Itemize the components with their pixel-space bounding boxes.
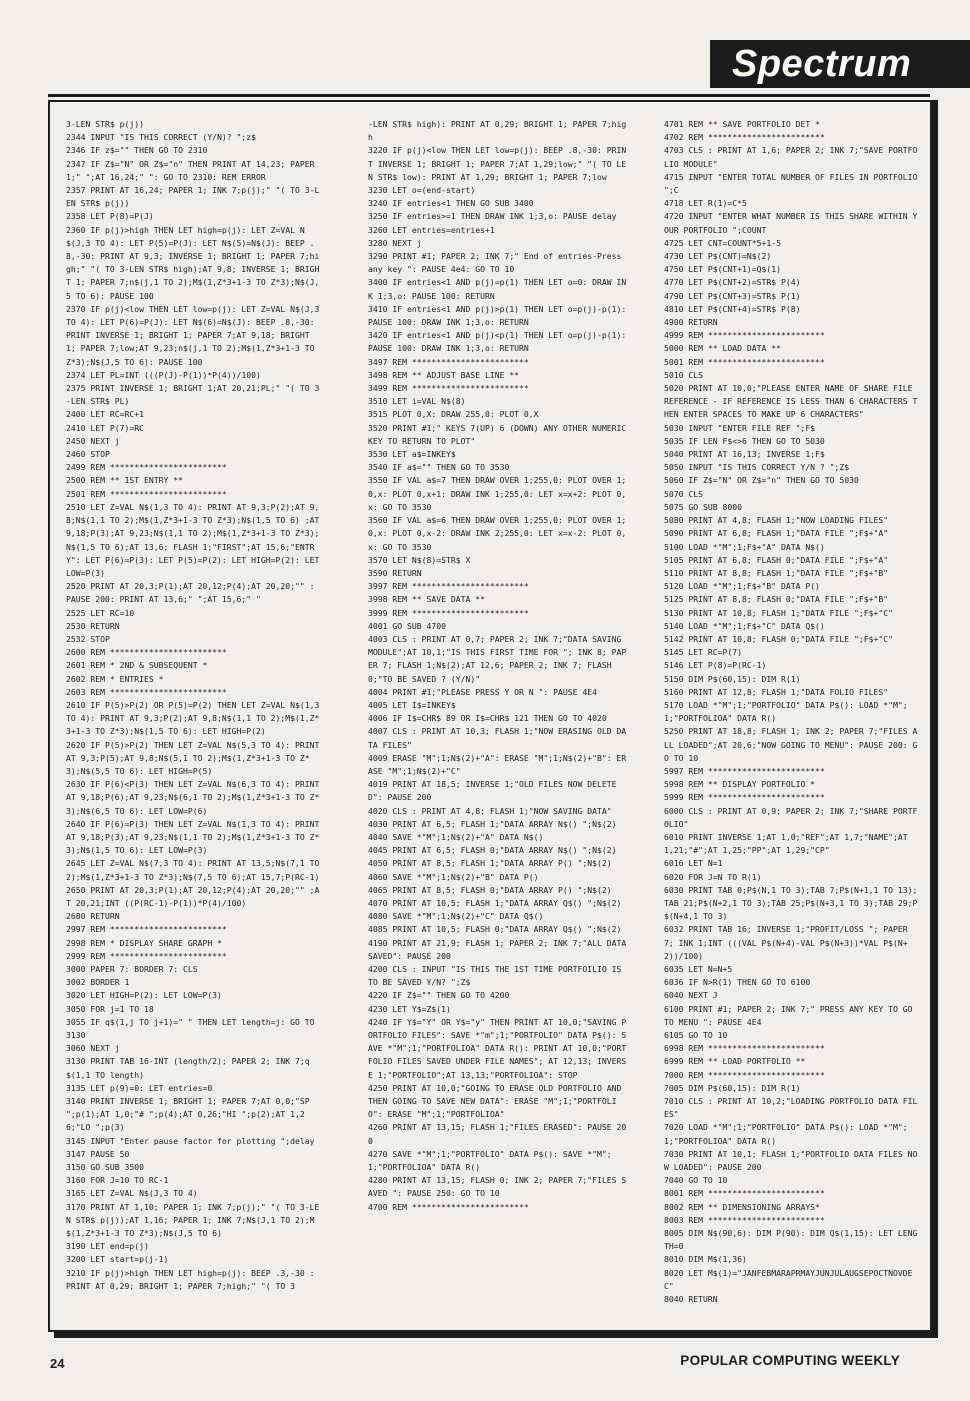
code-line: 6040 NEXT J (664, 990, 718, 1001)
code-line: 5070 CLS (664, 488, 703, 499)
code-line: 4701 REM ** SAVE PORTFOLIO DET * (664, 119, 820, 129)
code-line: 4770 LET P$(CNT+2)=STR$ P(4) (664, 277, 801, 288)
code-line: 5120 LOAD *"M";1;F$+"B" DATA P() (664, 581, 820, 592)
frame-shadow-bottom (54, 1332, 938, 1338)
code-line: 4230 LET Y$=Z$(1) (368, 1003, 451, 1014)
code-line: 4240 IF Y$="Y" OR Y$="y" THEN PRINT AT 10,0;"SAVING PORTFOLIO FILES": SAVE *"m";1;"PORTFOLIO" DATA P$(): SAVE *"M";1;"PORTFOLIOA" DATA R(): PRINT AT 10,0;"PORTFOLIO FILES SAVED UNDER FILE NAMES"; AT 12,13; INVERSE 1;"PORTFOLIO";AT 13,13;"PORTFOLIOA": STOP (368, 1016, 627, 1080)
code-line: 5160 PRINT AT 12,8; FLASH 1;"DATA FOLIO FILES" (664, 686, 889, 697)
code-line: 8005 DIM N$(90,6): DIM P(90): DIM Q$(1,15): LET LENGTH=0 (664, 1228, 918, 1252)
code-line: 3135 LET p(9)=0: LET entries=0 (66, 1082, 213, 1093)
code-line: 2400 LET RC=RC+1 (66, 409, 144, 420)
code-line: 4715 INPUT "ENTER TOTAL NUMBER OF FILES IN PORTFOLIO ";C (664, 171, 923, 196)
code-line: 2450 NEXT j (66, 435, 120, 446)
code-line: 3250 IF entries>=1 THEN DRAW INK 1;3,o: PAUSE delay (368, 211, 617, 222)
code-line: 2680 RETURN (66, 911, 120, 922)
code-line: 6105 GO TO 10 (664, 1030, 728, 1041)
code-line: 3002 BORDER 1 (66, 977, 130, 988)
code-line: 2500 REM ** 1ST ENTRY ** (66, 475, 183, 486)
code-line: 7030 PRINT AT 10,1; FLASH 1;"PORTFOLIO DATA FILES NOW LOADED": PAUSE 200 (664, 1148, 918, 1173)
code-line: 3999 REM ************************ (368, 607, 529, 618)
code-line: 3290 PRINT #1; PAPER 2; INK 7;" End of entries-Press any key ": PAUSE 4e4: GO TO 10 (368, 251, 627, 275)
code-line: 5001 REM ************************ (664, 356, 825, 367)
code-line: 3998 REM ** SAVE DATA ** (368, 594, 485, 605)
page-number: 24 (50, 1356, 65, 1371)
code-line: 2999 REM ************************ (66, 950, 227, 961)
code-line: 4700 REM ************************ (368, 1201, 529, 1212)
code-line: 3140 PRINT INVERSE 1; BRIGHT 1; PAPER 7;AT 0,0;"SP ";p(1);AT 1,0;"# ";p(4);AT 0,26;"HI ";p(2);AT 1,26;"LO ";p(3) (66, 1096, 315, 1133)
code-line: 2601 REM * 2ND & SUBSEQUENT * (66, 660, 208, 671)
code-line: -LEN STR$ high): PRINT AT 0,29; BRIGHT 1; PAPER 7;high (368, 119, 627, 143)
code-line: 3190 LET end=p(j) (66, 1241, 149, 1252)
code-line: 8002 REM ** DIMENSIONING ARRAYS* (664, 1201, 820, 1212)
code-line: 5020 PRINT AT 10,0;"PLEASE ENTER NAME OF SHARE FILE REFERENCE - IF REFERENCE IS LESS THAN 6 CHARACTERS THEN ENTER SPACES TO MAKE UP 6 CHARACTERS" (664, 383, 918, 420)
code-line: 4003 CLS : PRINT AT 0,7; PAPER 2; INK 7;"DATA SAVING MODULE";AT 10,1;"IS THIS FIRST TIME FOR "; INK 8; PAPER 7; FLASH 1;N$(2);AT 12,6; PAPER 2; INK 7; FLASH 0;"TO BE SAVED ? (Y/N)" (368, 633, 627, 684)
code-line: 4260 PRINT AT 13,15; FLASH 1;"FILES ERASED": PAUSE 200 (368, 1122, 627, 1146)
code-line: 3515 PLOT 0,X: DRAW 255,0: PLOT 0,X (368, 409, 539, 420)
code-line: 3210 IF p(j)>high THEN LET high=p(j): BEEP .3,-30 : PRINT AT 0,29; BRIGHT 1; PAPER 7;high;" "( TO 3 (66, 1267, 320, 1291)
code-line: 6020 FOR J=N TO R(1) (664, 871, 762, 882)
code-line: 2650 PRINT AT 20,3;P(1);AT 20,12;P(4);AT 20,20;"" ;AT 20,21;INT ((P(RC-1)-P(1))*P(4)/100) (66, 884, 320, 908)
listing-column-2 (368, 118, 630, 1323)
code-line: 6100 PRINT #1; PAPER 2; INK 7;" PRESS ANY KEY TO GO TO MENU ": PAUSE 4E4 (664, 1003, 918, 1027)
code-line: 3170 PRINT AT 1,10; PAPER 1; INK 7;p(j);" "( TO 3-LEN STR$ p(j));AT 1,16; PAPER 1; INK 7;N$(J,1 TO 2);M$(1,Z*3+1-3 TO Z*3);N$(J,5 TO 6) (66, 1201, 320, 1239)
code-line: 5146 LET P(8)=P(RC-1) (664, 660, 767, 671)
code-line: 3400 IF entries<1 AND p(j)=p(1) THEN LET o=0: DRAW INK 1;3,o: PAUSE 100: RETURN (368, 277, 627, 301)
code-line: 5050 INPUT "IS THIS CORRECT Y/N ? ";Z$ (664, 462, 850, 473)
code-line: 4001 GO SUB 4700 (368, 620, 446, 631)
code-line: 8010 DIM M$(1,36) (664, 1254, 747, 1265)
code-line: 6016 LET N=1 (664, 858, 723, 869)
code-line: 3050 FOR j=1 TO 18 (66, 1003, 154, 1014)
code-line: 2645 LET Z=VAL N$(7,3 TO 4): PRINT AT 13,5;N$(7,1 TO 2);M$(1,Z*3+1-3 TO Z*3);N$(7,5 TO 6);AT 15,7;P(RC-1) (66, 858, 325, 882)
code-line: 4060 SAVE *"M";1;N$(2)+"B" DATA P() (368, 871, 539, 882)
code-line: 4085 PRINT AT 10,5; FLASH 0;"DATA ARRAY Q$() ";N$(2) (368, 924, 622, 935)
code-line: 5170 LOAD *"M";1;"PORTFOLIO" DATA P$(): LOAD *"M";1;"PORTFOLIOA" DATA R() (664, 699, 908, 724)
code-line: 4190 PRINT AT 21,9; FLASH 1; PAPER 2; INK 7;"ALL DATA SAVED": PAUSE 200 (368, 937, 632, 961)
code-line: 2530 RETURN (66, 620, 120, 631)
code-line: 2360 IF p(j)>high THEN LET high=p(j): LET Z=VAL N$(J,3 TO 4): LET P(5)=P(J): LET N$(5)=N$(J): BEEP .8,-30: PRINT AT 9,3; INVERSE 1; BRIGHT 1; PAPER 7;high;" "( TO 3-LEN STR$ high);AT 9,8; INVERSE 1; BRIGHT 1; PAPER 7;n$(j,1 TO 2);M$(1,Z*3+1-3 TO Z*3);N$(J,5 TO 6): PAUSE 100 (66, 224, 320, 301)
code-line: 7005 DIM P$(60,15): DIM R(1) (664, 1082, 801, 1093)
code-line: 3498 REM ** ADJUST BASE LINE ** (368, 369, 520, 380)
code-line: 2525 LET RC=10 (66, 607, 135, 618)
code-line: 5250 PRINT AT 18,8; FLASH 1; INK 2; PAPER 7;"FILES ALL LOADED";AT 20,6;"NOW GOING TO MENU": PAUSE 200: GO TO 10 (664, 726, 918, 763)
code-line: 2374 LET PL=INT (((P(J)-P(1))*P(4))/100) (66, 369, 261, 380)
code-line: 3499 REM ************************ (368, 383, 529, 394)
code-line: 8020 LET M$(1)="JANFEBMARAPRMAYJUNJULAUGSEPOCTNOVDEC" (664, 1267, 913, 1291)
code-line: 3165 LET Z=VAL N$(J,3 TO 4) (66, 1188, 198, 1199)
code-line: 5030 INPUT "ENTER FILE REF ";F$ (664, 422, 816, 433)
code-line: 6010 PRINT INVERSE 1;AT 1,0;"REF";AT 1,7;"NAME";AT 1,21;"#";AT 1,25;"PP";AT 1,29;"CP" (664, 831, 913, 856)
code-line: 4730 LET P$(CNT)=N$(2) (664, 251, 772, 262)
code-line: 4720 INPUT "ENTER WHAT NUMBER IS THIS SHARE WITHIN YOUR PORTFOLIO ";COUNT (664, 211, 918, 235)
code-line: 6036 IF N>R(1) THEN GO TO 6100 (664, 977, 811, 988)
code-line: 3550 IF VAL a$=7 THEN DRAW OVER 1;255,0: PLOT OVER 1;0,x: PLOT 0,x+1: DRAW INK 1;255,0: LET x=x+2: PLOT 0,x: GO TO 3530 (368, 475, 627, 512)
code-line: 4004 PRINT #1;"PLEASE PRESS Y OR N ": PAUSE 4E4 (368, 686, 598, 697)
code-line: 3590 RETURN (368, 567, 422, 578)
code-line: 4270 SAVE *"M";1;"PORTFOLIO" DATA P$(): SAVE *"M";1;"PORTFOLIOA" DATA R() (368, 1148, 612, 1173)
code-line: 3220 IF p(j)<low THEN LET low=p(j): BEEP .8,-30: PRINT INVERSE 1; BRIGHT 1; PAPER 7;AT 1,29;low;" "( TO LEN STR$ low): PRINT AT 1,29; BRIGHT 1; PAPER 7;low (368, 145, 627, 182)
code-line: 5035 IF LEN F$<>6 THEN GO TO 5030 (664, 435, 825, 446)
code-line: 4703 CLS : PRINT AT 1,6; PAPER 2; INK 7;"SAVE PORTFOLIO MODULE" (664, 145, 918, 169)
code-line: 4065 PRINT AT 8,5; FLASH 0;"DATA ARRAY P() ";N$(2) (368, 884, 612, 895)
code-line: 3560 IF VAL a$=6 THEN DRAW OVER 1;255,0: PLOT OVER 1;0,x: PLOT 0,x-2: DRAW INK 2;255,0: LET x=x-2: PLOT 0,x: GO TO 3530 (368, 515, 627, 552)
code-line: 3997 REM ************************ (368, 581, 529, 592)
code-line: 8003 REM ************************ (664, 1214, 825, 1225)
code-line: 3420 IF entries<1 AND p(j)<p(1) THEN LET o=p(j)-p(1): PAUSE 100: DRAW INK 1;3,o: RETURN (368, 330, 632, 354)
code-line: 6032 PRINT TAB 16; INVERSE 1;"PROFIT/LOSS "; PAPER 7; INK 1;INT (((VAL P$(N+4)-VAL P$(N+3))*VAL P$(N+2))/100) (664, 924, 913, 961)
code-line: 5997 REM ************************ (664, 765, 825, 776)
code-line: 3130 PRINT TAB 16-INT (length/2); PAPER 2; INK 7;q$(1,1 TO length) (66, 1056, 310, 1080)
code-line: 3000 PAPER 7: BORDER 7: CLS (66, 964, 198, 974)
code-line: 2347 IF Z$="N" OR Z$="n" THEN PRINT AT 14,23; PAPER 1;" ";AT 16,24;" ": GO TO 2310: REM ERROR (66, 158, 320, 182)
code-line: 3150 GO SUB 3500 (66, 1162, 144, 1173)
code-line: 3260 LET entries=entries+1 (368, 224, 495, 235)
code-line: 6030 PRINT TAB 0;P$(N,1 TO 3);TAB 7;P$(N+1,1 TO 13);TAB 21;P$(N+2,1 TO 3);TAB 25;P$(N+3,1 TO 3);TAB 29;P$(N+4,1 TO 3) (664, 884, 918, 922)
magazine-title: POPULAR COMPUTING WEEKLY (680, 1353, 900, 1368)
code-line: 2375 PRINT INVERSE 1; BRIGHT 1;AT 20,21;PL;" "( TO 3-LEN STR$ PL) (66, 383, 320, 407)
code-line: 5105 PRINT AT 6,8; FLASH 0;"DATA FILE ";F$+"A" (664, 554, 889, 565)
code-line: 3145 INPUT "Enter pause factor for plotting ";delay (66, 1135, 315, 1146)
code-line: 2630 IF P(6)<P(3) THEN LET Z=VAL N$(6,3 TO 4): PRINT AT 9,18;P(6);AT 9,23;N$(6,1 TO 2);M$(1,Z*3+1-3 TO Z*3);N$(6,5 TO 6): LET LOW=P(6) (66, 779, 325, 816)
code-line: 5100 LOAD *"M";1;F$+"A" DATA N$() (664, 541, 825, 552)
code-line: 4810 LET P$(CNT+4)=STR$ P(8) (664, 303, 801, 314)
listing-column-3 (664, 118, 922, 1323)
code-line: 2370 IF p(j)<low THEN LET low=p(j): LET Z=VAL N$(J,3 TO 4): LET P(6)=P(J): LET N$(6)=N$(J): BEEP .8,-30: PRINT INVERSE 1; BRIGHT 1; PAPER 7;AT 9,18; BRIGHT 1; PAPER 7;low;AT 9,23;n$(j,1 TO 2);M$(1,Z*3+1-3 TO Z*3);N$(J,5 TO 6): PAUSE 100 (66, 303, 325, 367)
code-line: 3160 FOR J=10 TO RC-1 (66, 1175, 169, 1186)
code-line: 5040 PRINT AT 16,13; INVERSE 1;F$ (664, 449, 825, 460)
code-line: 3055 IF q$(1,j TO j+1)=" " THEN LET length=j: GO TO 3130 (66, 1016, 320, 1041)
code-line: 2532 STOP (66, 633, 110, 644)
code-line: 4070 PRINT AT 10,5; FLASH 1;"DATA ARRAY Q$() ";N$(2) (368, 897, 622, 908)
code-line: 4020 CLS : PRINT AT 4,8; FLASH 1;"NOW SAVING DATA" (368, 805, 612, 816)
code-line: 2997 REM ************************ (66, 924, 227, 935)
code-line: 4280 PRINT AT 13,15; FLASH 0; INK 2; PAPER 7;"FILES SAVED ": PAUSE 250: GO TO 10 (368, 1175, 627, 1199)
code-line: 4999 REM ************************ (664, 330, 825, 341)
code-line: 5010 CLS (664, 369, 703, 380)
code-line: 6000 CLS : PRINT AT 0,9; PAPER 2; INK 7;"SHARE PORTFOLIO" (664, 805, 918, 829)
code-line: 5130 PRINT AT 10,8; FLASH 1;"DATA FILE ";F$+"C" (664, 607, 894, 618)
code-line: 2610 IF P(5)>P(2) OR P(5)=P(2) THEN LET Z=VAL N$(1,3 TO 4): PRINT AT 9,3;P(2);AT 9,8;N$(1,1 TO 2);M$(1,Z*3+1-3 TO Z*3);N$(1,5 TO 6): LET HIGH=P(2) (66, 699, 325, 737)
code-line: 5142 PRINT AT 10,8; FLASH 0;"DATA FILE ";F$+"C" (664, 633, 894, 644)
code-line: 2998 REM * DISPLAY SHARE GRAPH * (66, 937, 222, 948)
code-line: 4009 ERASE "M";1;N$(2)+"A": ERASE "M";1;N$(2)+"B": ERASE "M";1;N$(2)+"C" (368, 752, 627, 776)
code-line: 4030 PRINT AT 6,5; FLASH 1;"DATA ARRAY N$() ";N$(2) (368, 818, 617, 829)
code-line: 4045 PRINT AT 6,5; FLASH 0;"DATA ARRAY N$() ";N$(2) (368, 845, 617, 856)
code-line: 4200 CLS : INPUT "IS THIS THE 1ST TIME PORTFOILIO IS TO BE SAVED Y/N? ";Z$ (368, 964, 627, 988)
code-line: 3230 LET o=(end-start) (368, 185, 476, 196)
code-line: 3410 IF entries<1 AND p(j)>p(1) THEN LET o=p(j)-p(1): PAUSE 100: DRAW INK 1;3,o: RETURN (368, 303, 632, 328)
code-line: 3530 LET a$=INKEY$ (368, 449, 456, 460)
code-line: 3510 LET i=VAL N$(8) (368, 396, 466, 407)
code-line: 3060 NEXT j (66, 1043, 120, 1054)
code-line: 4725 LET CNT=COUNT*5+1-5 (664, 237, 781, 248)
code-line: 5125 PRINT AT 8,8; FLASH 0;"DATA FILE ";F$+"B" (664, 594, 889, 605)
code-line: 7020 LOAD *"M";1;"PORTFOLIO" DATA P$(): LOAD *"M";1;"PORTFOLIOA" DATA R() (664, 1122, 908, 1146)
code-line: 5080 PRINT AT 4,8; FLASH 1;"NOW LOADING FILES" (664, 515, 889, 526)
code-line: 4005 LET I$=INKEY$ (368, 699, 456, 710)
code-line: 6998 REM ************************ (664, 1043, 825, 1054)
code-line: 5090 PRINT AT 6,8; FLASH 1;"DATA FILE ";F$+"A" (664, 528, 889, 539)
code-line: 3570 LET N$(8)=STR$ X (368, 554, 471, 565)
code-line: 5060 IF Z$="N" OR Z$="n" THEN GO TO 5030 (664, 475, 859, 486)
top-rule (48, 94, 930, 97)
code-line: 2410 LET P(7)=RC (66, 422, 144, 433)
code-line: 4790 LET P$(CNT+3)=STR$ P(1) (664, 290, 801, 301)
code-line: 5000 REM ** LOAD DATA ** (664, 343, 781, 354)
code-line: 2460 STOP (66, 449, 110, 460)
code-line: 3540 IF a$="" THEN GO TO 3530 (368, 462, 510, 473)
code-line: 3147 PAUSE 50 (66, 1148, 130, 1159)
code-line: 4900 RETURN (664, 317, 718, 328)
code-line: 2344 INPUT "IS THIS CORRECT (Y/N)? ";z$ (66, 132, 257, 143)
code-line: 5999 REM ************************ (664, 792, 825, 803)
code-line: 8001 REM ************************ (664, 1188, 825, 1199)
code-line: 5075 GO SUB 8000 (664, 501, 742, 512)
code-line: 3497 REM ************************ (368, 356, 529, 367)
code-line: 7000 REM ************************ (664, 1069, 825, 1080)
code-line: 7040 GO TO 10 (664, 1175, 728, 1186)
code-line: 3240 IF entries<1 THEN GO SUB 3400 (368, 198, 534, 209)
code-line: 3520 PRINT #1;" KEYS 7(UP) 6 (DOWN) ANY OTHER NUMERIC KEY TO RETURN TO PLOT" (368, 422, 632, 446)
code-line: 7010 CLS : PRINT AT 10,2;"LOADING PORTFOLIO DATA FILES" (664, 1096, 918, 1120)
code-line: 2358 LET P(8)=P(J) (66, 211, 154, 222)
code-line: 4019 PRINT AT 18,5; INVERSE 1;"OLD FILES NOW DELETED": PAUSE 200 (368, 779, 617, 803)
code-line: 4750 LET P$(CNT+1)=Q$(1) (664, 264, 781, 275)
code-line: 3200 LET start=p(j-1) (66, 1254, 169, 1265)
code-line: 2640 IF P(6)=P(3) THEN LET Z=VAL N$(1,3 TO 4): PRINT AT 9,18;P(3);AT 9,23;N$(1,1 TO 2);M$(1,Z*3+1-3 TO Z*3);N$(1,5 TO 6): LET LOW=P(3) (66, 818, 325, 856)
code-line: 5110 PRINT AT 8,8; FLASH 1;"DATA FILE ";F$+"B" (664, 567, 889, 578)
code-line: 5998 REM ** DISPLAY PORTFOLIO * (664, 779, 816, 790)
code-line: 5150 DIM P$(60,15): DIM R(1) (664, 673, 801, 684)
code-line: 4006 IF I$=CHR$ 89 OR I$=CHR$ 121 THEN GO TO 4020 (368, 713, 607, 724)
code-line: 3280 NEXT j (368, 237, 422, 248)
code-line: 4007 CLS : PRINT AT 10,3; FLASH 1;"NOW ERASING OLD DATA FILES" (368, 726, 627, 750)
code-line: 4718 LET R(1)=C*5 (664, 198, 747, 209)
code-line: 2499 REM ************************ (66, 462, 227, 473)
code-line: 2510 LET Z=VAL N$(1,3 TO 4): PRINT AT 9,3;P(2);AT 9,8;N$(1,1 TO 2);M$(1,Z*3+1-3 TO Z*3);N$(1,5 TO 6) ;AT 9,18;P(3);AT 9,23;N$(1,1 TO 2);M$(1,Z*3+1-3 TO Z*3);N$(1,5 TO 6);AT 13,6; FLASH 1;"FIRST";AT 15,6;"ENTRY": LET P(6)=P(3): LET P(5)=P(2): LET HIGH=P(2): LET LOW=P(3) (66, 501, 325, 578)
code-line: 4050 PRINT AT 8,5; FLASH 1;"DATA ARRAY P() ";N$(2) (368, 858, 612, 869)
code-line: 2603 REM ************************ (66, 686, 227, 697)
code-line: 2600 REM ************************ (66, 647, 227, 658)
code-line: 4080 SAVE *"M";1;N$(2)+"C" DATA Q$() (368, 911, 544, 922)
listing-column-1 (66, 118, 325, 1323)
code-line: 4250 PRINT AT 10,0;"GOING TO ERASE OLD PORTFOLIO AND THEN GOING TO SAVE NEW DATA": ERASE "M";1;"PORTFOLIO": ERASE "M";1;"PORTFOLIOA" (368, 1082, 627, 1120)
code-line: 6999 REM ** LOAD PORTFOLIO ** (664, 1056, 806, 1067)
frame-shadow-right (932, 100, 938, 1338)
code-line: 8040 RETURN (664, 1294, 718, 1305)
code-line: 2520 PRINT AT 20,3;P(1);AT 20,12;P(4);AT 20,20;"" : PAUSE 200: PRINT AT 13,6;" ";AT 15,6;" " (66, 581, 320, 605)
code-line: 2357 PRINT AT 16,24; PAPER 1; INK 7;p(j);" "( TO 3-LEN STR$ p(j)) (66, 185, 320, 209)
code-line: 4040 SAVE *"M";1;N$(2)+"A" DATA N$() (368, 831, 544, 842)
section-header-spectrum: Spectrum (710, 40, 970, 88)
code-line: 4220 IF Z$="" THEN GO TO 4200 (368, 990, 510, 1001)
code-line: 2501 REM ************************ (66, 488, 227, 499)
code-line: 2346 IF z$="" THEN GO TO 2310 (66, 145, 208, 156)
code-line: 6035 LET N=N+5 (664, 964, 733, 974)
code-line: 2602 REM * ENTRIES * (66, 673, 164, 684)
code-line: 4702 REM ************************ (664, 132, 825, 143)
code-line: 5140 LOAD *"M";1;F$+"C" DATA Q$() (664, 620, 825, 631)
code-line: 3-LEN STR$ p(j)) (66, 119, 144, 129)
code-line: 2620 IF P(5)>P(2) THEN LET Z=VAL N$(5,3 TO 4): PRINT AT 9,3;P(5);AT 9,8;N$(5,1 TO 2);M$(1,Z*3+1-3 TO Z*3);N$(5,5 TO 6): LET HIGH=P(5) (66, 739, 325, 776)
code-line: 5145 LET RC=P(7) (664, 647, 742, 658)
code-line: 3020 LET HIGH=P(2): LET LOW=P(3) (66, 990, 222, 1001)
